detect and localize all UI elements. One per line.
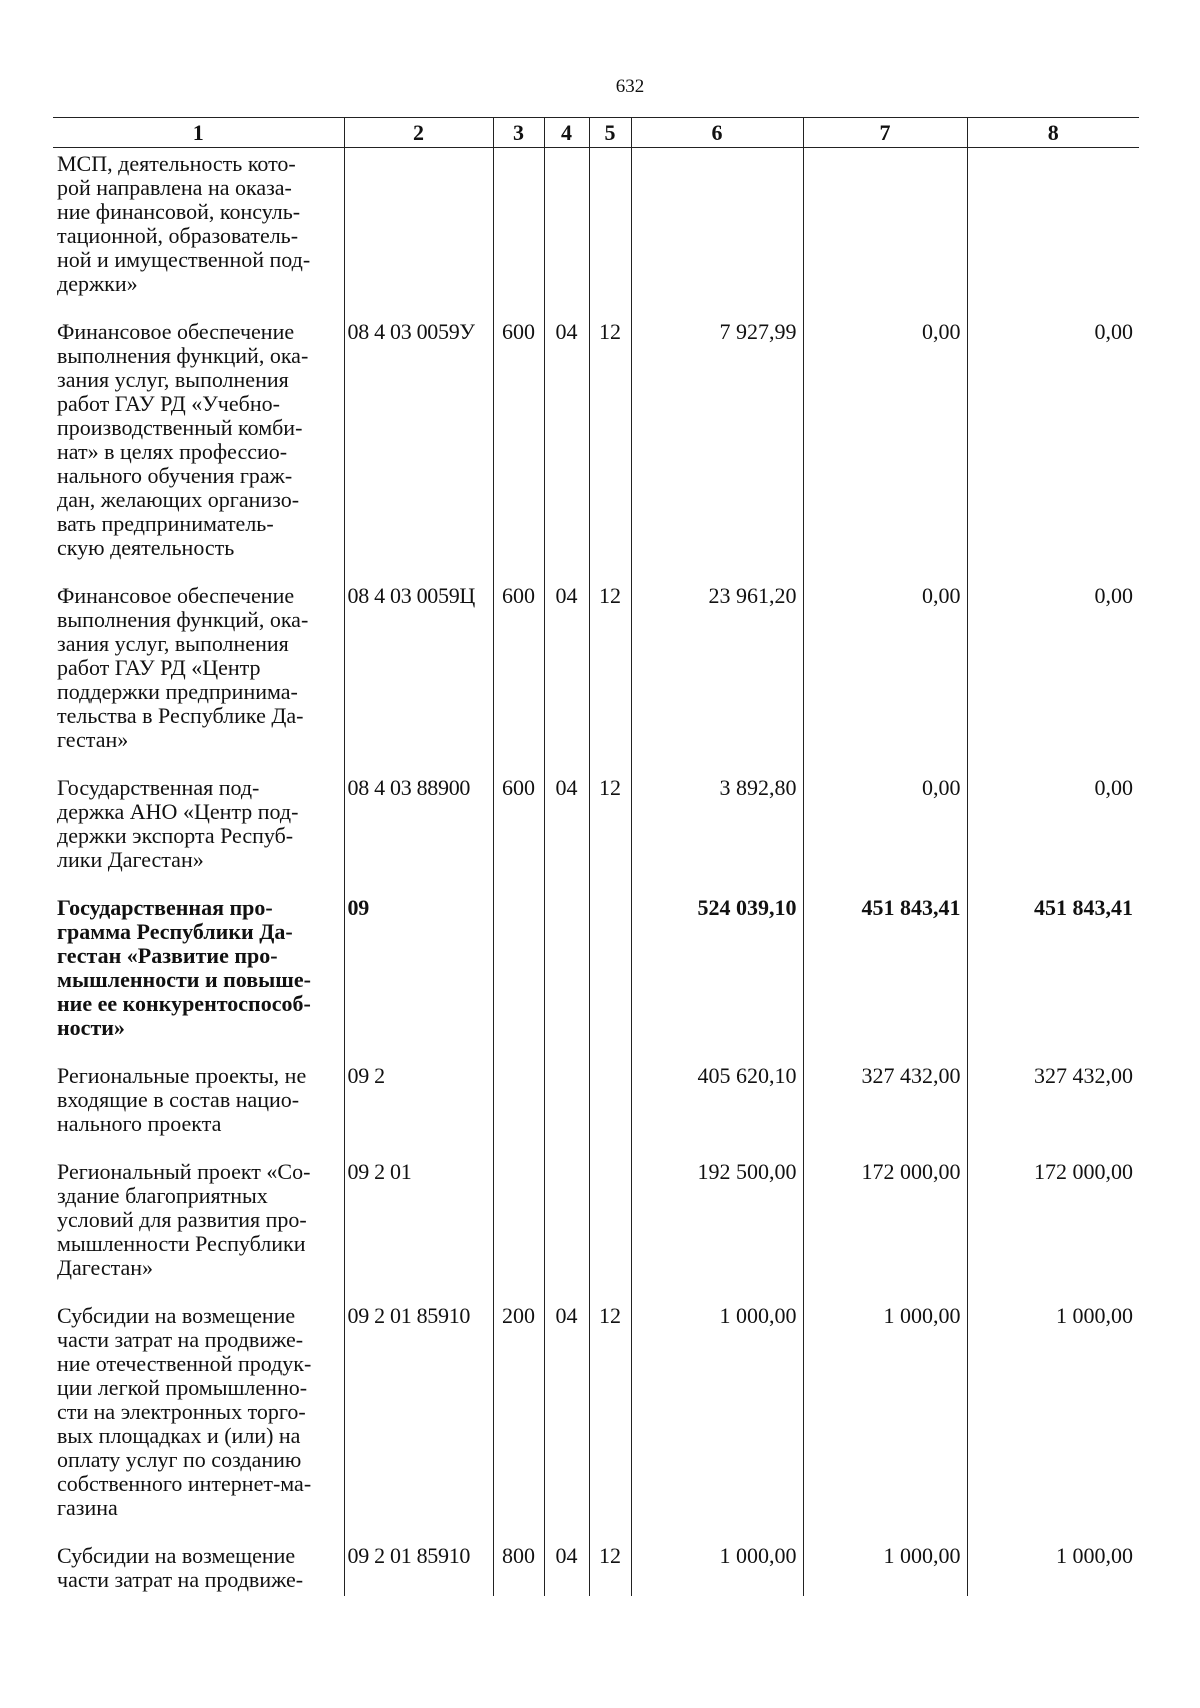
row-code: 09 2 01 85910	[344, 1304, 493, 1544]
table-row	[53, 1064, 1139, 1160]
row-col3: 800	[493, 1544, 544, 1596]
row-name: Региональный проект «Со- здание благоприятных условий для развития про- мышленности Республики Дагестан»	[57, 1159, 311, 1280]
row-col4: 04	[544, 1304, 589, 1544]
row-col4	[544, 1160, 589, 1304]
row-col6	[631, 148, 803, 321]
table-row	[53, 896, 1139, 1064]
column-header: 2	[344, 118, 493, 148]
row-name: Субсидии на возмещение части затрат на продвиже- ние отечественной продук- ции легкой промышленно- сти на электронных торго- вых площадках и (или) на оплату услуг по созданию собственного интернет-ма- газина	[57, 1303, 312, 1520]
row-col6: 7 927,99	[631, 320, 803, 584]
table-row	[53, 1544, 1139, 1596]
column-header: 5	[589, 118, 631, 148]
row-col7: 172 000,00	[803, 1160, 967, 1304]
row-col8: 0,00	[967, 776, 1139, 896]
table-row	[53, 584, 1139, 776]
row-col7	[803, 148, 967, 321]
column-header: 6	[631, 118, 803, 148]
row-col5: 12	[589, 776, 631, 896]
row-col8: 1 000,00	[967, 1544, 1139, 1596]
row-name: Финансовое обеспечение выполнения функций, ока- зания услуг, выполнения работ ГАУ РД «Учебно- производственный комби- нат» в целях профессио- нального обучения граж- дан, желающих организо- вать предприниматель- скую деятельность	[57, 319, 309, 560]
column-header: 7	[803, 118, 967, 148]
column-header: 8	[967, 118, 1139, 148]
row-col4	[544, 1064, 589, 1160]
row-col5	[589, 148, 631, 321]
row-col6: 23 961,20	[631, 584, 803, 776]
row-col3: 200	[493, 1304, 544, 1544]
row-col4: 04	[544, 584, 589, 776]
row-col5: 12	[589, 320, 631, 584]
row-name: МСП, деятельность кото- рой направлена на оказа- ние финансовой, консуль- тационной, образователь- ной и имущественной под- держки»	[57, 151, 311, 296]
row-col4: 04	[544, 320, 589, 584]
row-col8: 327 432,00	[967, 1064, 1139, 1160]
table-row	[53, 1304, 1139, 1544]
row-col6: 192 500,00	[631, 1160, 803, 1304]
row-code: 08 4 03 0059Ц	[344, 584, 493, 776]
row-name: Государственная про- грамма Республики Да- гестан «Развитие про- мышленности и повыше- ние ее конкурентоспособ- ности»	[57, 895, 311, 1040]
row-col4: 04	[544, 776, 589, 896]
row-code: 09 2	[344, 1064, 493, 1160]
table-row	[53, 776, 1139, 896]
row-col6: 1 000,00	[631, 1304, 803, 1544]
row-code	[344, 148, 493, 321]
row-col6: 3 892,80	[631, 776, 803, 896]
row-col3: 600	[493, 320, 544, 584]
row-code: 08 4 03 0059У	[344, 320, 493, 584]
header-row	[53, 118, 1139, 148]
table-row	[53, 1160, 1139, 1304]
table-header	[53, 118, 1139, 148]
row-name: Субсидии на возмещение части затрат на продвиже-	[57, 1543, 304, 1592]
row-col7: 0,00	[803, 320, 967, 584]
row-name: Государственная под- держка АНО «Центр под- держки экспорта Респуб- лики Дагестан»	[57, 775, 299, 872]
row-col3: 600	[493, 776, 544, 896]
row-col4: 04	[544, 1544, 589, 1596]
row-col3	[493, 148, 544, 321]
row-col7: 1 000,00	[803, 1304, 967, 1544]
row-col7: 0,00	[803, 776, 967, 896]
row-col3: 600	[493, 584, 544, 776]
row-code: 08 4 03 88900	[344, 776, 493, 896]
budget-table	[53, 117, 1139, 1596]
row-name: Региональные проекты, не входящие в состав нацио- нального проекта	[57, 1063, 307, 1136]
row-col8: 0,00	[967, 584, 1139, 776]
row-col7: 327 432,00	[803, 1064, 967, 1160]
row-col8: 0,00	[967, 320, 1139, 584]
row-col8: 1 000,00	[967, 1304, 1139, 1544]
row-col5	[589, 896, 631, 1064]
row-col6: 524 039,10	[631, 896, 803, 1064]
column-header: 1	[53, 118, 344, 148]
page-number: 632	[615, 76, 645, 97]
row-col5: 12	[589, 584, 631, 776]
row-code: 09 2 01 85910	[344, 1544, 493, 1596]
row-col5: 12	[589, 1304, 631, 1544]
row-col8	[967, 148, 1139, 321]
row-col7: 1 000,00	[803, 1544, 967, 1596]
row-col7: 0,00	[803, 584, 967, 776]
row-col6: 405 620,10	[631, 1064, 803, 1160]
row-col6: 1 000,00	[631, 1544, 803, 1596]
row-col3	[493, 1064, 544, 1160]
row-col3	[493, 1160, 544, 1304]
row-col8: 451 843,41	[967, 896, 1139, 1064]
row-col4	[544, 896, 589, 1064]
row-code: 09	[344, 896, 493, 1064]
row-col3	[493, 896, 544, 1064]
table-body	[53, 148, 1139, 1597]
row-col5	[589, 1160, 631, 1304]
table-row	[53, 148, 1139, 321]
table-row	[53, 320, 1139, 584]
row-col4	[544, 148, 589, 321]
row-name: Финансовое обеспечение выполнения функций, ока- зания услуг, выполнения работ ГАУ РД «Центр поддержки предпринима- тельства в Республике Да- гестан»	[57, 583, 309, 752]
column-header: 3	[493, 118, 544, 148]
row-col5	[589, 1064, 631, 1160]
row-code: 09 2 01	[344, 1160, 493, 1304]
row-col5: 12	[589, 1544, 631, 1596]
row-col8: 172 000,00	[967, 1160, 1139, 1304]
row-col7: 451 843,41	[803, 896, 967, 1064]
column-header: 4	[544, 118, 589, 148]
